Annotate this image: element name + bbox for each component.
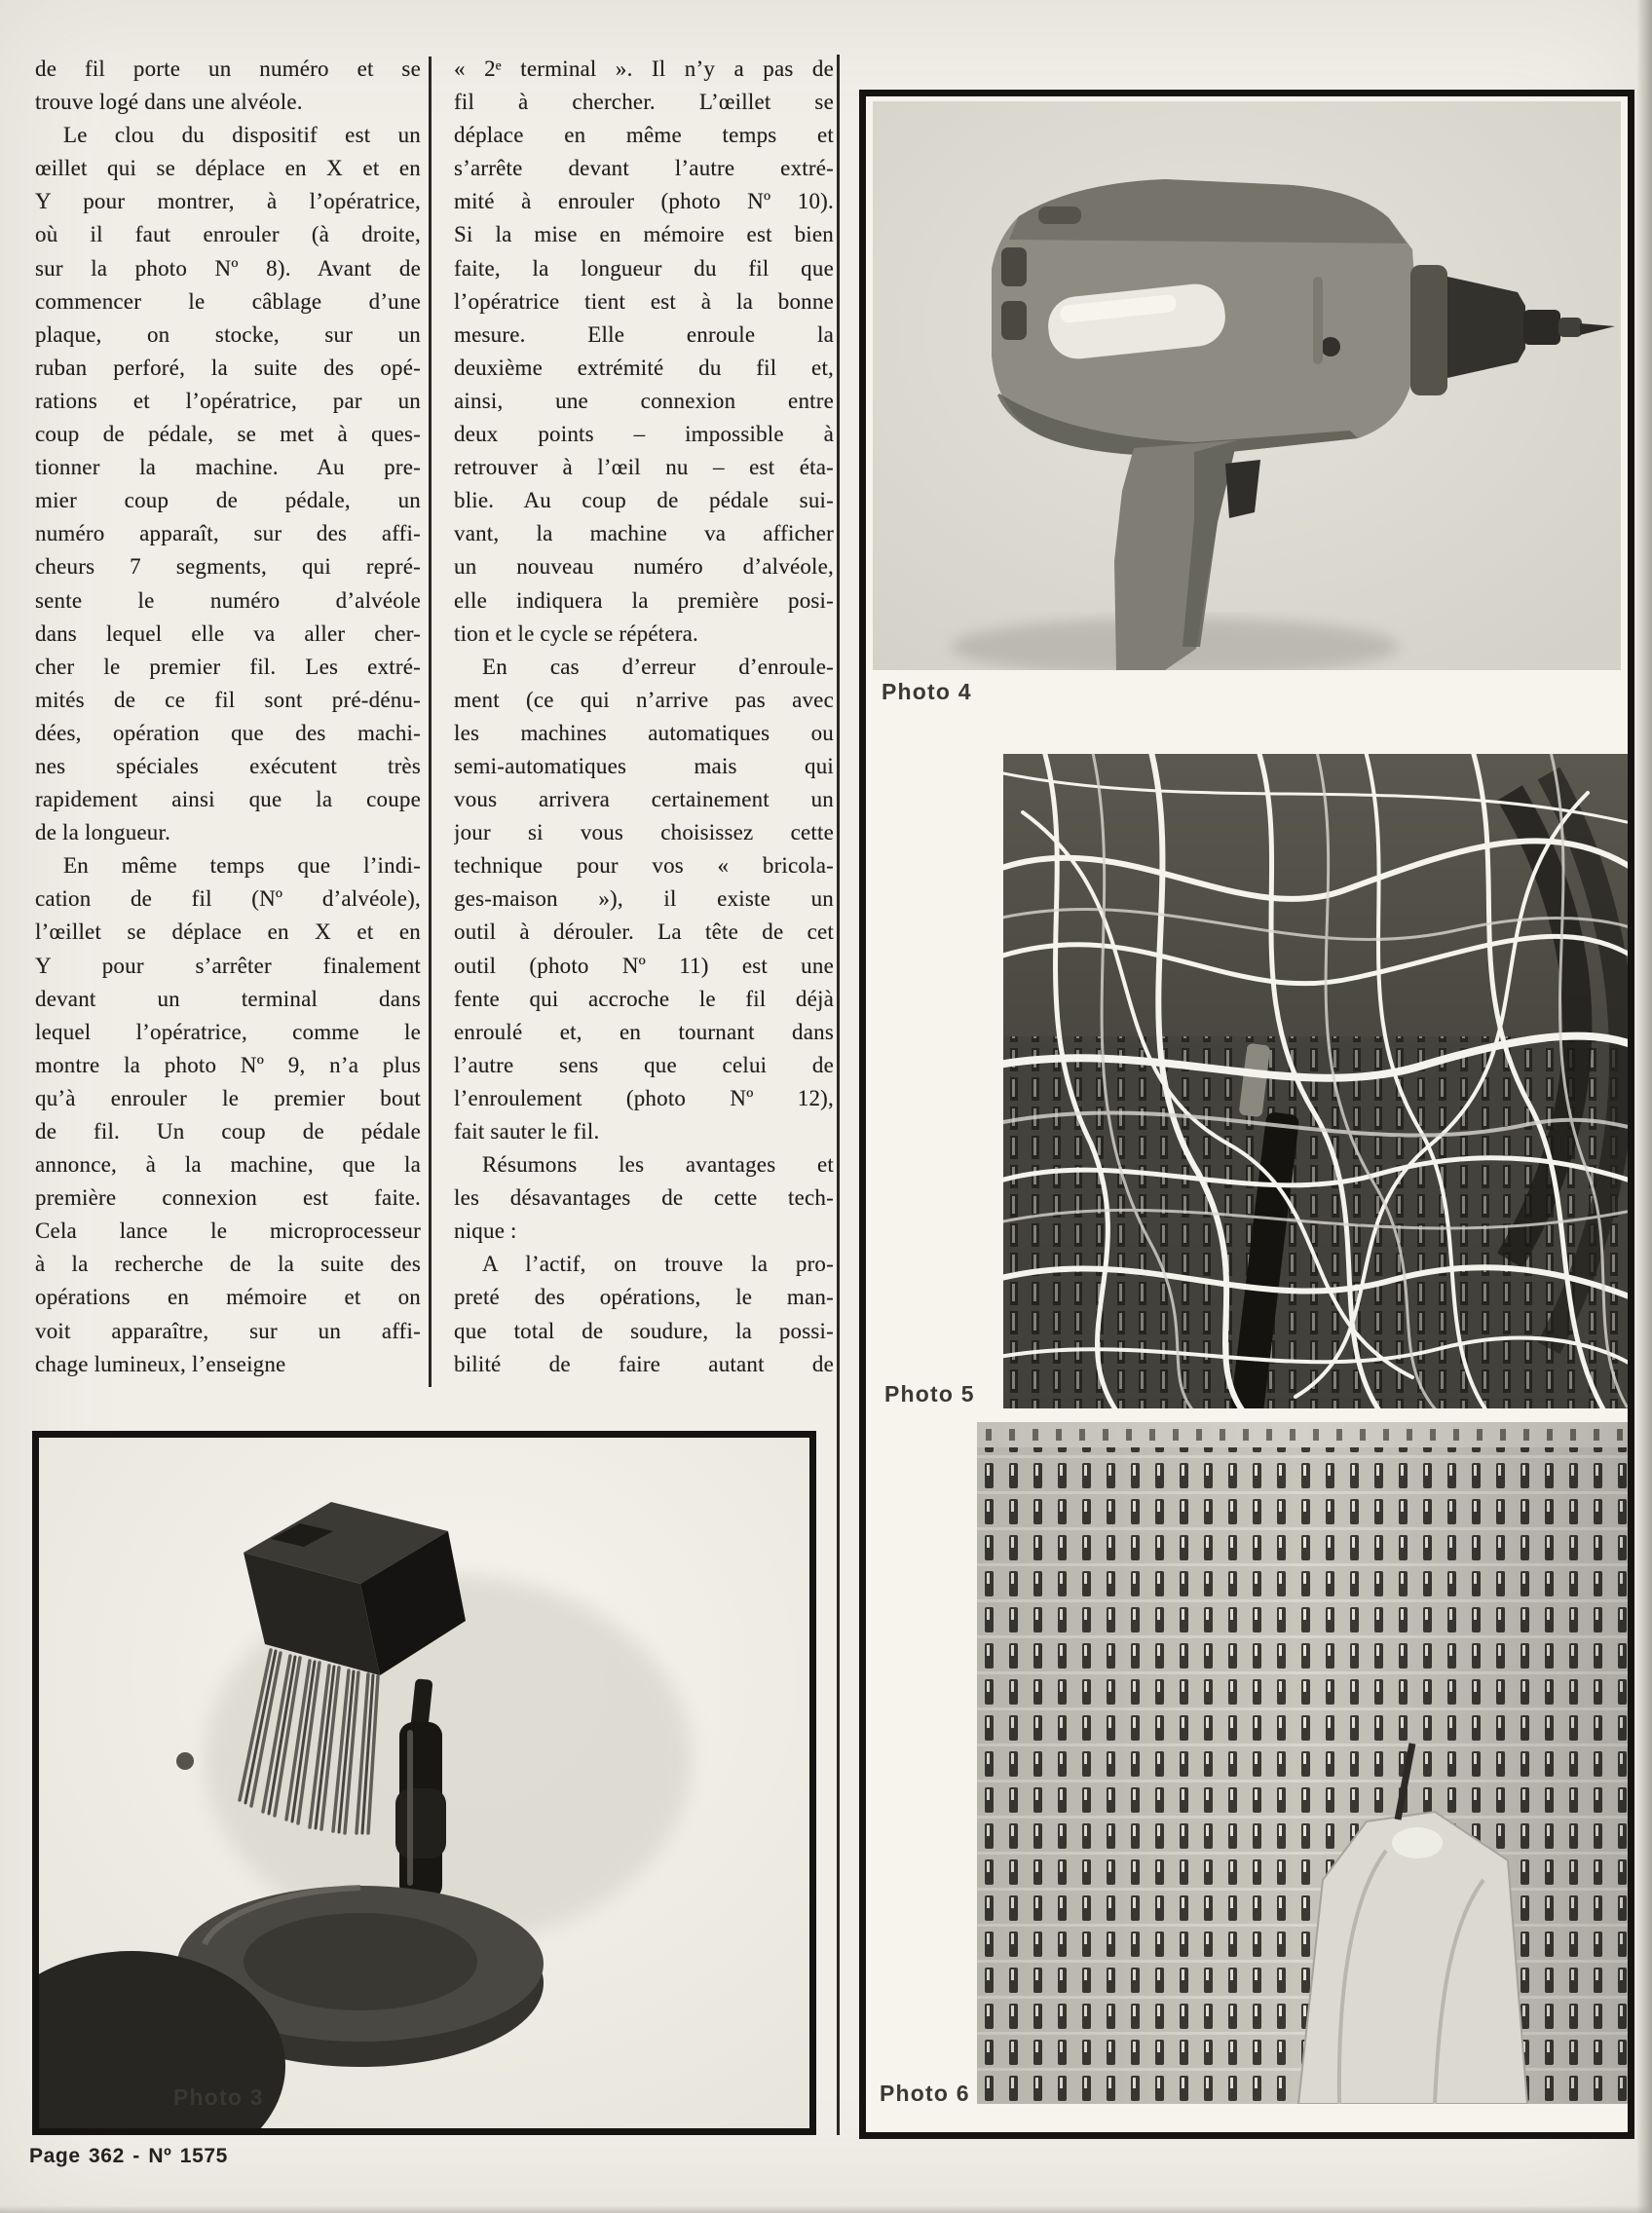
text-line: blie. Au coup de pédale sui- <box>454 488 834 513</box>
text-line: A l’actif, on trouve la pro- <box>482 1252 834 1277</box>
text-line: sur la photo Nº 8). Avant de <box>35 255 421 281</box>
photo-5 <box>1003 754 1628 1408</box>
photo-5-caption: Photo 5 <box>884 1381 975 1407</box>
text-line: technique pour vos « bricola- <box>454 853 834 879</box>
text-line: nique : <box>454 1219 517 1244</box>
pin-field-illustration <box>977 1422 1628 2104</box>
text-line: ment (ce qui n’arrive pas avec <box>454 687 834 712</box>
text-line: cheurs 7 segments, qui repré- <box>35 554 421 580</box>
text-line: l’autre sens que celui de <box>454 1052 834 1077</box>
text-line: l’œillet se déplace en X et en <box>35 919 421 945</box>
text-line: montre la photo Nº 9, n’a plus <box>35 1052 421 1077</box>
text-line: semi-automatiques mais qui <box>454 753 834 778</box>
text-line: bilité de faire autant de <box>454 1351 834 1376</box>
text-line: vous arrivera certainement un <box>454 787 834 812</box>
wire-tangle-illustration <box>1003 754 1628 1408</box>
text-line: première connexion est faite. <box>35 1185 421 1211</box>
text-line: œillet qui se déplace en X et en <box>35 156 421 181</box>
photo-6 <box>977 1422 1628 2104</box>
text-line: les désavantages de cette tech- <box>454 1185 834 1211</box>
text-line: cation de fil (Nº d’alvéole), <box>35 886 421 912</box>
text-line: ges-maison »), il existe un <box>454 886 834 912</box>
text-line: vant, la machine va afficher <box>454 521 834 546</box>
text-line: un nouveau numéro d’alvéole, <box>454 554 834 580</box>
text-line: Si la mise en mémoire est bien <box>454 222 834 247</box>
text-line: mesure. Elle enroule la <box>454 321 834 347</box>
text-line: mités de ce fil sont pré-dénu- <box>35 687 421 712</box>
text-line: plaque, on stocke, sur un <box>35 321 421 347</box>
text-line: coup de pédale, se met à ques- <box>35 422 421 447</box>
text-line: « 2ᵉ terminal ». Il n’y a pas de <box>454 56 834 81</box>
text-line: cher le premier fil. Les extré- <box>35 654 421 679</box>
text-line: l’opératrice tient est à la bonne <box>454 288 834 314</box>
text-line: elle indiquera la première posi- <box>454 587 834 613</box>
text-line: opérations en mémoire et on <box>35 1285 421 1310</box>
photo-4 <box>873 101 1621 670</box>
text-line: ruban perforé, la suite des opé- <box>35 355 421 380</box>
text-line: enroulé et, en tournant dans <box>454 1019 834 1044</box>
text-line: faite, la longueur du fil que <box>454 255 834 281</box>
text-line: tionner la machine. Au pre- <box>35 455 421 480</box>
text-line: outil (photo Nº 11) est une <box>454 953 834 978</box>
text-line: Y pour montrer, à l’opératrice, <box>35 189 421 214</box>
text-line: les machines automatiques ou <box>454 720 834 745</box>
text-line: numéro apparaît, sur des affi- <box>35 521 421 546</box>
text-line: retrouver à l’œil nu – est éta- <box>454 455 834 480</box>
photo-3 <box>39 1438 809 2128</box>
text-line: où il faut enrouler (à droite, <box>35 222 421 247</box>
text-line: s’arrête devant l’autre extré- <box>454 156 834 181</box>
text-line: dées, opération que des machi- <box>35 720 421 745</box>
page-edge-shadow-bottom <box>0 2205 1652 2213</box>
text-line: que total de soudure, la possi- <box>454 1318 834 1343</box>
text-line: de fil. Un coup de pédale <box>35 1119 421 1144</box>
page-edge-shadow-right <box>1636 0 1652 2213</box>
text-column-left <box>35 53 421 1381</box>
text-line: de la longueur. <box>35 820 171 845</box>
text-line: de fil porte un numéro et se <box>35 56 421 81</box>
text-line: fil à chercher. L’œillet se <box>454 90 834 115</box>
text-line: trouve logé dans une alvéole. <box>35 90 303 115</box>
column-divider-rule <box>429 56 432 1387</box>
text-line: mier coup de pédale, un <box>35 488 421 513</box>
text-line: jour si vous choisissez cette <box>454 820 834 845</box>
text-line: devant un terminal dans <box>35 986 421 1011</box>
panel-divider-rule <box>837 55 840 2135</box>
text-line: fait sauter le fil. <box>454 1119 600 1144</box>
photo-3-caption: Photo 3 <box>173 2084 264 2110</box>
text-line: qu’à enrouler le premier bout <box>35 1085 421 1110</box>
text-line: voit apparaître, sur un affi- <box>35 1318 421 1343</box>
text-line: rations et l’opératrice, par un <box>35 388 421 413</box>
text-line: Y pour s’arrêter finalement <box>35 953 421 978</box>
text-line: fente qui accroche le fil déjà <box>454 986 834 1011</box>
text-line: deuxième extrémité du fil et, <box>454 355 834 380</box>
text-line: mité à enrouler (photo Nº 10). <box>454 189 834 214</box>
text-line: Le clou du dispositif est un <box>63 123 421 148</box>
page-footer: Page 362 - Nº 1575 <box>29 2145 228 2167</box>
text-line: preté des opérations, le man- <box>454 1285 834 1310</box>
text-line: l’enroulement (photo Nº 12), <box>454 1085 834 1110</box>
text-line: Résumons les avantages et <box>482 1152 834 1178</box>
photo-4-caption: Photo 4 <box>882 679 972 704</box>
connector-and-tool-illustration <box>39 1438 809 2128</box>
text-line: En même temps que l’indi- <box>63 853 421 879</box>
text-line: ainsi, une connexion entre <box>454 388 834 413</box>
text-line: rapidement ainsi que la coupe <box>35 787 421 812</box>
text-line: commencer le câblage d’une <box>35 288 421 314</box>
wire-wrap-gun-illustration <box>873 101 1621 670</box>
text-line: déplace en même temps et <box>454 123 834 148</box>
text-line: annonce, à la machine, que la <box>35 1152 421 1178</box>
text-line: chage lumineux, l’enseigne <box>35 1351 286 1376</box>
text-column-middle <box>454 53 834 1381</box>
photo-6-caption: Photo 6 <box>880 2081 970 2106</box>
text-line: dans lequel elle va aller cher- <box>35 620 421 646</box>
text-line: sente le numéro d’alvéole <box>35 587 421 613</box>
text-line: tion et le cycle se répétera. <box>454 620 698 646</box>
text-line: lequel l’opératrice, comme le <box>35 1019 421 1044</box>
text-line: à la recherche de la suite des <box>35 1252 421 1277</box>
text-line: Cela lance le microprocesseur <box>35 1219 421 1244</box>
text-line: outil à dérouler. La tête de cet <box>454 919 834 945</box>
text-line: deux points – impossible à <box>454 422 834 447</box>
text-line: En cas d’erreur d’enroule- <box>482 654 834 679</box>
text-line: nes spéciales exécutent très <box>35 753 421 778</box>
